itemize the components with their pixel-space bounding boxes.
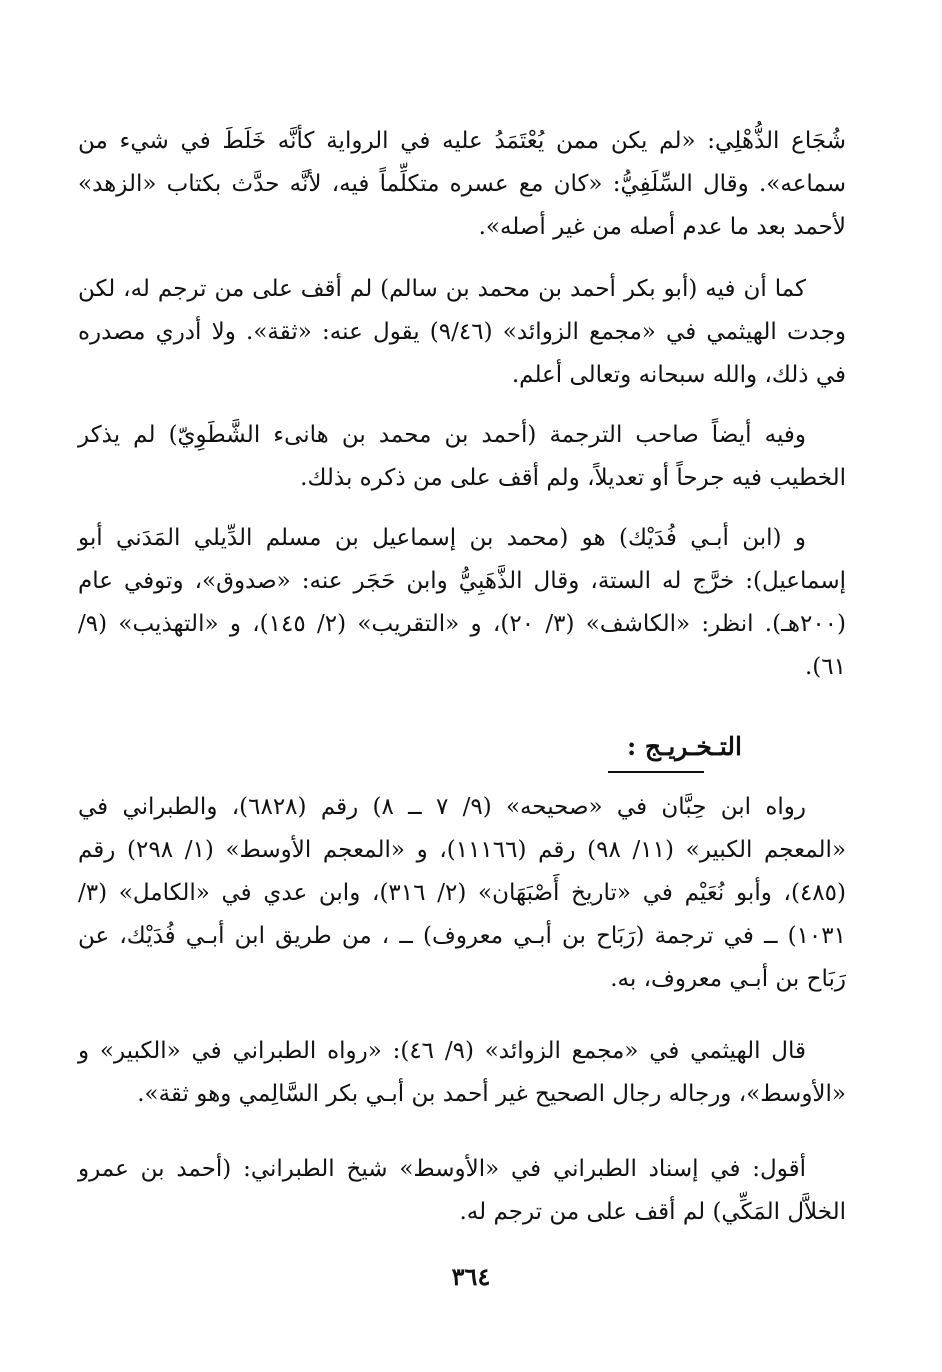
section-heading-takhrij: التـخـريـج : (626, 732, 742, 761)
paragraph-text: شُجَاع الذُّهْلِي: «لم يكن ممن يُعْتَمَدُ عليه في الرواية كأنَّه خَلَطَ في شيء من سماعه». وقال السِّلَفِيُّ: «كان مع عسره متكلِّماً فيه، لأنَّه حدَّث بكتاب «الزهد» لأحمد بعد ما عدم أصله من غير أصله». (78, 128, 846, 240)
paragraph-takhrij-sources (78, 786, 846, 1001)
paragraph-narrator-shuja (78, 120, 846, 249)
paragraph-text: أقول: في إسناد الطبراني في «الأوسط» شيخ الطبراني: (أحمد بن عمرو الخلاَّل المَكِّي) لم أقف على من ترجم له. (78, 1156, 846, 1225)
paragraph-text: رواه ابن حِبَّان في «صحيحه» (٩/ ٧ ــ ٨) رقم (٦٨٢٨)، والطبراني في «المعجم الكبير» (١١/ ٩٨) رقم (١١١٦٦)، و «المعجم الأوسط» (١/ ٢٩٨) رقم (٤٨٥)، وأبو نُعَيْم في «تاريخ أَصْبَهَان» (٢/ ٣١٦)، وابن عدي في «الكامل» (٣/ ١٠٣١) ــ في ترجمة (رَبَاح بن أبـي معروف) ــ ، من طريق ابن أبـي فُدَيْك، عن رَبَاح بن أبـي معروف، به. (78, 794, 847, 992)
paragraph-author-note (78, 1148, 846, 1234)
paragraph-haythami (78, 1030, 846, 1116)
paragraph-ibn-abi-fudayk (78, 517, 846, 689)
paragraph-text: قال الهيثمي في «مجمع الزوائد» (٩/ ٤٦): «رواه الطبراني في «الكبير» و «الأوسط»، ورجاله رجال الصحيح غير أحمد بن أبـي بكر السَّالِمي وهو ثقة». (78, 1038, 846, 1107)
paragraph-text: و (ابن أبـي فُدَيْك) هو (محمد بن إسماعيل بن مسلم الدِّيلي المَدَني أبو إسماعيل): خرَّج له الستة، وقال الذَّهَبِيُّ وابن حَجَر عنه: «صدوق»، وتوفي عام (٢٠٠هـ). انظر: «الكاشف» (٣/ ٢٠)، و «التقريب» (٢/ ١٤٥)، و «التهذيب» (٩/ ٦١). (78, 525, 847, 680)
paragraph-shatawi (78, 414, 846, 500)
heading-underline (608, 771, 704, 773)
paragraph-abu-bakr (78, 268, 846, 397)
paragraph-text: وفيه أيضاً صاحب الترجمة (أحمد بن محمد بن هانىء الشَّطَوِيّ) لم يذكر الخطيب فيه جرحاً أو تعديلاً، ولم أقف على من ذكره بذلك. (78, 422, 846, 491)
page-number: ٣٦٤ (451, 1262, 491, 1291)
paragraph-text: كما أن فيه (أبو بكر أحمد بن محمد بن سالم) لم أقف على من ترجم له، لكن وجدت الهيثمي في «مجمع الزوائد» (٩/٤٦) يقول عنه: «ثقة». ولا أدري مصدره في ذلك، والله سبحانه وتعالى أعلم. (78, 276, 846, 388)
